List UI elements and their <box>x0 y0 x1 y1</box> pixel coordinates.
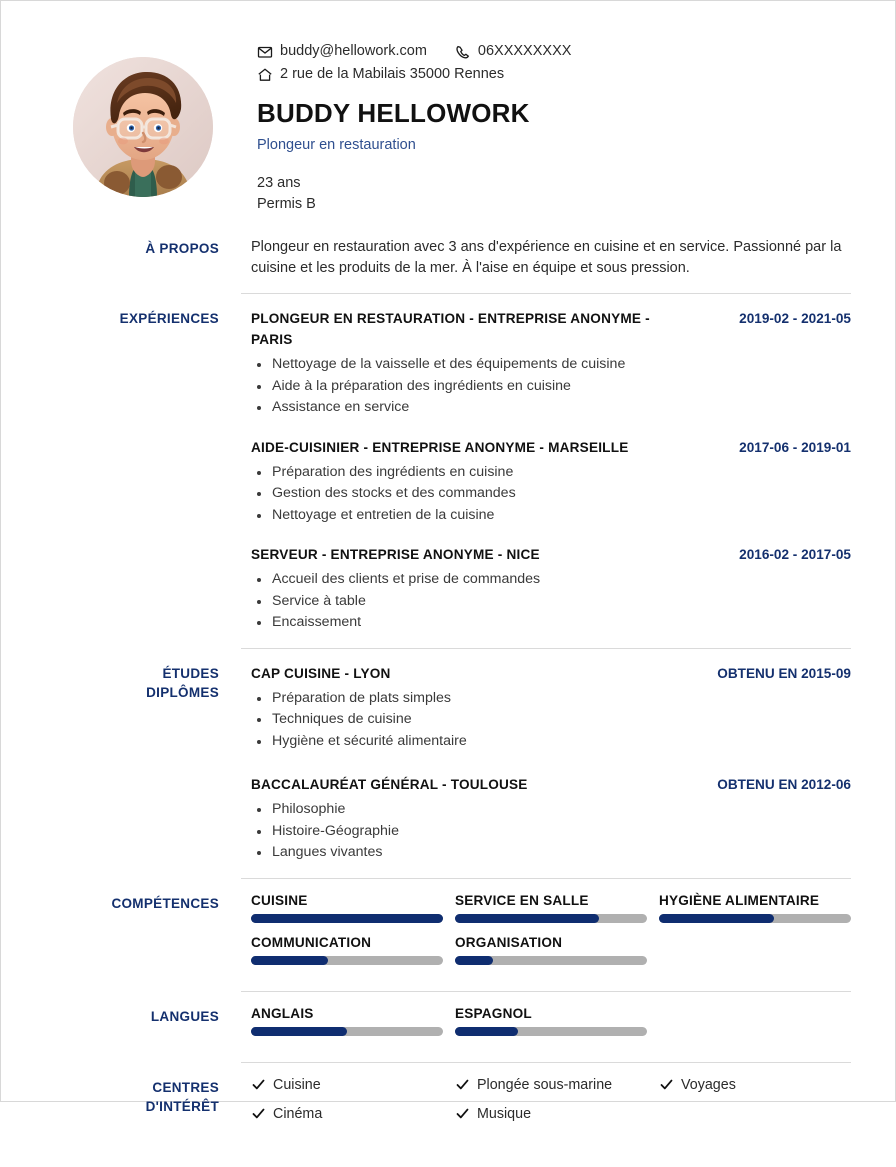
check-icon <box>455 1106 470 1121</box>
email-text: buddy@hellowork.com <box>280 43 427 59</box>
interest-label: Cuisine <box>273 1076 321 1093</box>
skill-bar-track <box>251 914 443 923</box>
experience-entry <box>251 544 851 634</box>
education-body <box>241 648 851 878</box>
section-label-skills: COMPÉTENCES <box>111 895 219 911</box>
entry-date: 2016-02 - 2017-05 <box>739 547 851 562</box>
list-item: Préparation de plats simples <box>251 688 851 710</box>
license-text: Permis B <box>257 196 316 212</box>
check-icon <box>251 1106 266 1121</box>
entry-title: CAP CUISINE - LYON <box>251 665 391 681</box>
check-icon <box>455 1077 470 1092</box>
list-item: Histoire-Géographie <box>251 821 851 843</box>
list-item: Aide à la préparation des ingrédients en cuisine <box>251 376 851 398</box>
avatar-container <box>45 37 241 197</box>
skills-body <box>241 878 851 991</box>
skill-bar-track <box>455 914 647 923</box>
entry-title: PLONGEUR EN RESTAURATION - ENTREPRISE ANONYME - PARIS <box>251 311 650 347</box>
list-item: Préparation des ingrédients en cuisine <box>251 462 851 484</box>
section-label-interests-line1: CENTRES <box>152 1079 219 1095</box>
education-entry <box>251 774 851 864</box>
skill-bar-fill <box>251 956 328 965</box>
section-education <box>1 648 895 878</box>
language-item <box>251 1006 443 1036</box>
interest-item <box>659 1077 851 1093</box>
language-bar-track <box>455 1027 647 1036</box>
interest-item <box>455 1077 647 1093</box>
skill-bar-track <box>251 956 443 965</box>
skill-item <box>455 893 647 923</box>
section-languages <box>1 991 895 1062</box>
education-entry <box>251 663 851 753</box>
language-bar-fill <box>455 1027 518 1036</box>
skill-grid <box>251 893 851 977</box>
entry-head <box>251 774 851 795</box>
contact-row-address <box>257 64 851 85</box>
experience-entry <box>251 437 851 527</box>
about-body <box>241 237 851 293</box>
list-item: Assistance en service <box>251 397 851 419</box>
skill-label: COMMUNICATION <box>251 934 372 950</box>
entry-title: SERVEUR - ENTREPRISE ANONYME - NICE <box>251 547 540 562</box>
interests-body <box>241 1062 851 1149</box>
contact-row-email-phone <box>257 41 851 62</box>
skill-bar-fill <box>455 914 599 923</box>
job-title: Plongeur en restauration <box>257 137 416 153</box>
person-meta <box>257 173 851 215</box>
section-label-education-line1: ÉTUDES <box>162 665 219 681</box>
section-label-education-line2: DIPLÔMES <box>146 684 219 700</box>
section-label-languages: LANGUES <box>150 1008 219 1024</box>
language-bar-track <box>251 1027 443 1036</box>
interest-grid <box>251 1077 851 1135</box>
skill-item <box>251 935 443 965</box>
list-item: Gestion des stocks et des commandes <box>251 483 851 505</box>
page-title: BUDDY HELLOWORK <box>257 98 530 128</box>
language-label: ANGLAIS <box>251 1005 314 1021</box>
envelope-icon <box>257 44 273 60</box>
list-item: Nettoyage de la vaisselle et des équipements de cuisine <box>251 354 851 376</box>
section-experiences <box>1 293 895 648</box>
about-text: Plongeur en restauration avec 3 ans d'expérience en cuisine et en service. Passionné par la cuisine et les produits de la mer. À l'aise en équipe et sous pression. <box>251 239 842 276</box>
interest-label: Musique <box>477 1105 532 1122</box>
section-skills <box>1 878 895 991</box>
list-item: Techniques de cuisine <box>251 709 851 731</box>
list-item: Service à table <box>251 591 851 613</box>
section-label-experiences: EXPÉRIENCES <box>119 311 219 326</box>
skill-label: SERVICE EN SALLE <box>455 892 589 908</box>
list-item: Accueil des clients et prise de commandes <box>251 569 851 591</box>
skill-item <box>659 893 851 923</box>
skill-bar-track <box>659 914 851 923</box>
section-interests <box>1 1062 895 1149</box>
entry-title: AIDE-CUISINIER - ENTREPRISE ANONYME - MARSEILLE <box>251 439 629 455</box>
entry-head <box>251 308 851 350</box>
language-label: ESPAGNOL <box>455 1005 532 1021</box>
list-item: Langues vivantes <box>251 842 851 864</box>
skill-bar-fill <box>659 914 774 923</box>
skill-item <box>455 935 647 965</box>
entry-date: 2017-06 - 2019-01 <box>739 439 851 455</box>
languages-body <box>241 991 851 1062</box>
section-label-about: À PROPOS <box>145 241 219 256</box>
entry-bullets <box>251 569 851 634</box>
interest-item <box>455 1106 647 1122</box>
entry-head <box>251 663 851 684</box>
interest-item <box>251 1106 443 1122</box>
entry-title: BACCALAURÉAT GÉNÉRAL - TOULOUSE <box>251 777 528 792</box>
interest-label: Plongée sous-marine <box>477 1076 613 1093</box>
section-label-interests-line2: D'INTÉRÊT <box>145 1098 219 1114</box>
entry-bullets <box>251 462 851 527</box>
entry-date: 2019-02 - 2021-05 <box>739 311 851 326</box>
experience-entry <box>251 308 851 419</box>
section-label-education <box>45 648 241 702</box>
skill-item <box>251 893 443 923</box>
skill-bar-track <box>455 956 647 965</box>
skill-label: HYGIÈNE ALIMENTAIRE <box>659 892 820 908</box>
entry-head <box>251 437 851 458</box>
page-bottom-spacer <box>1 1149 895 1167</box>
phone-icon <box>455 44 471 60</box>
interest-label: Voyages <box>681 1076 736 1093</box>
skill-label: CUISINE <box>251 892 308 908</box>
language-grid <box>251 1006 851 1048</box>
interest-label: Cinéma <box>273 1105 323 1122</box>
skill-label: ORGANISATION <box>455 934 563 950</box>
phone-text: 06XXXXXXXX <box>477 43 572 59</box>
entry-bullets <box>251 799 851 864</box>
entry-bullets <box>251 688 851 753</box>
section-about <box>1 237 895 293</box>
experiences-body <box>241 293 851 648</box>
check-icon <box>659 1077 674 1092</box>
section-label-interests <box>45 1062 241 1116</box>
skill-bar-fill <box>455 956 493 965</box>
list-item: Nettoyage et entretien de la cuisine <box>251 505 851 527</box>
check-icon <box>251 1077 266 1092</box>
language-item <box>455 1006 647 1036</box>
skill-bar-fill <box>251 914 443 923</box>
avatar <box>73 57 213 197</box>
cv-header <box>1 1 895 215</box>
list-item: Philosophie <box>251 799 851 821</box>
address-text: 2 rue de la Mabilais 35000 Rennes <box>280 66 505 82</box>
header-info <box>241 37 851 215</box>
age-text: 23 ans <box>257 175 301 191</box>
entry-date: OBTENU EN 2012-06 <box>717 777 851 792</box>
list-item: Hygiène et sécurité alimentaire <box>251 731 851 753</box>
entry-head <box>251 544 851 565</box>
entry-bullets <box>251 354 851 419</box>
interest-item <box>251 1077 443 1093</box>
home-icon <box>257 67 273 83</box>
language-bar-fill <box>251 1027 347 1036</box>
list-item: Encaissement <box>251 612 851 634</box>
entry-date: OBTENU EN 2015-09 <box>717 665 851 681</box>
